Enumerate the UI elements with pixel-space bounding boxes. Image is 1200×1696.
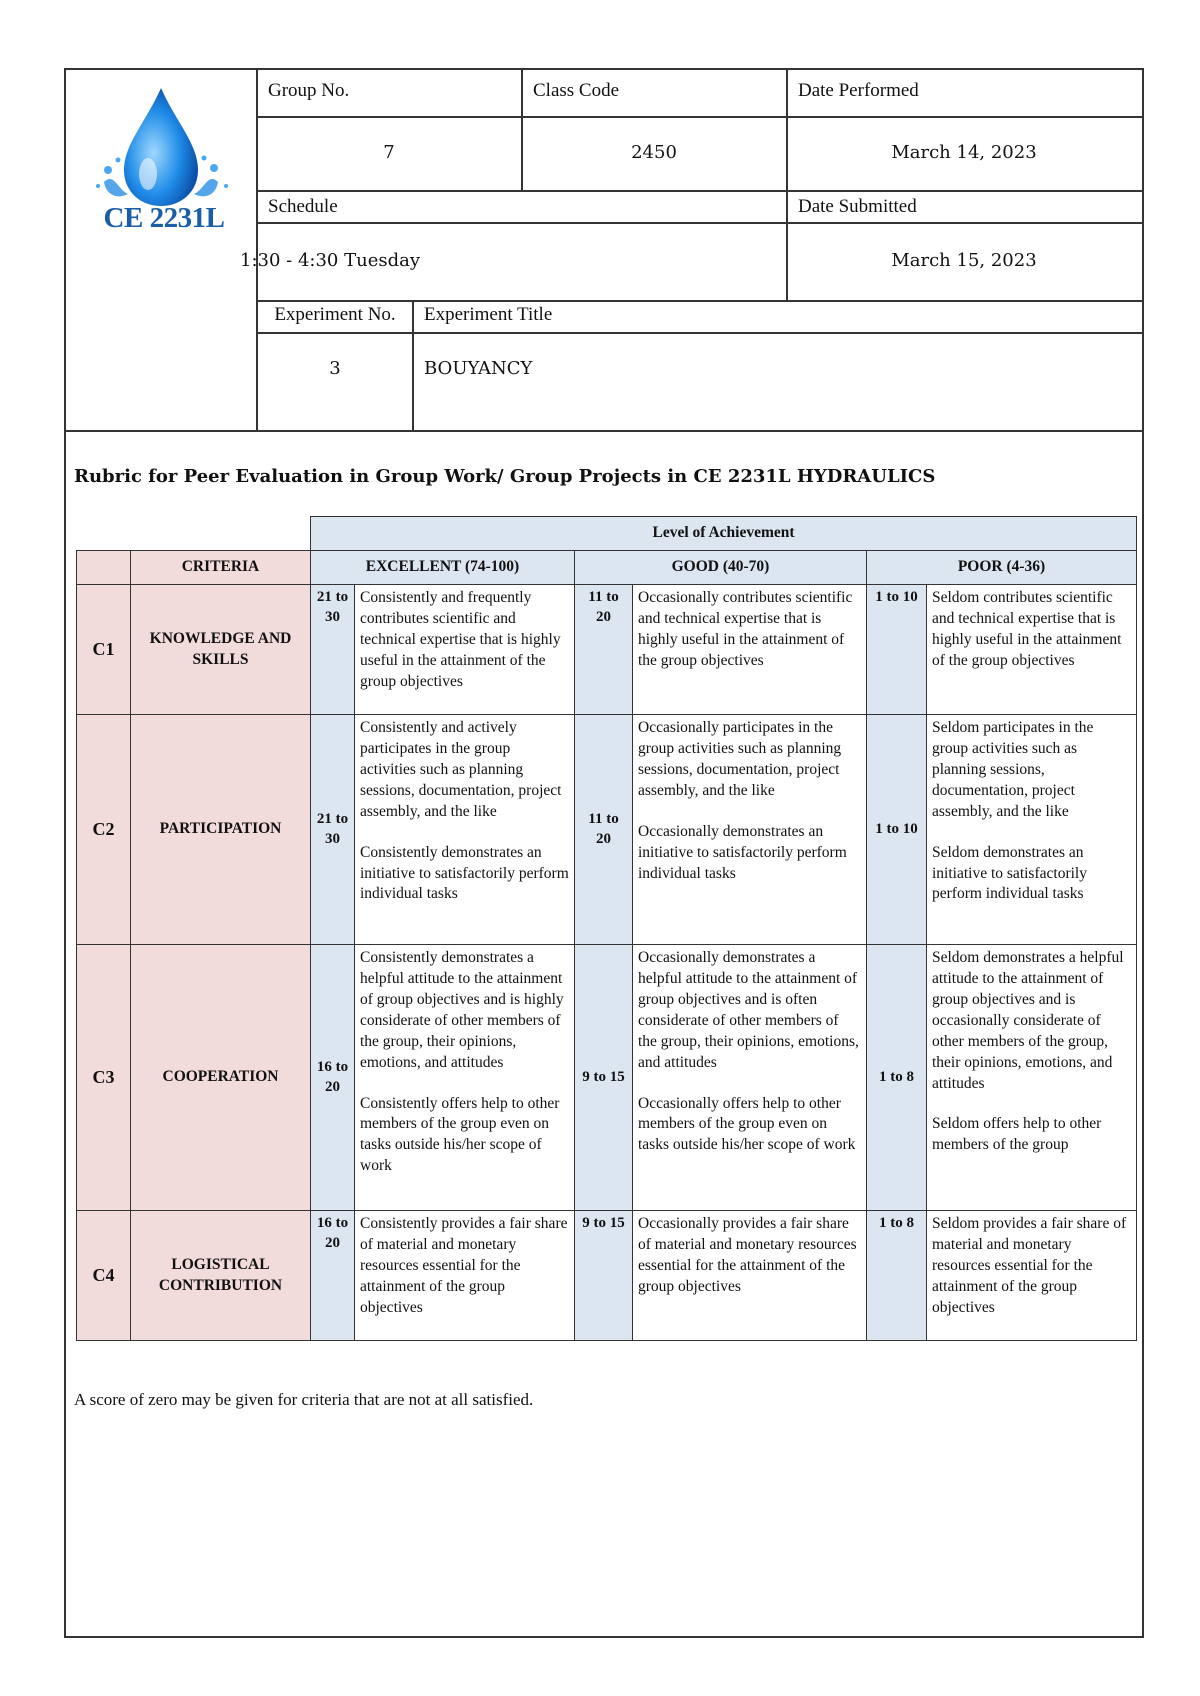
description-paragraph: Occasionally provides a fair share of material and monetary resources essential for the attainment of the group objectives <box>638 1215 857 1295</box>
water-drop-logo-icon <box>86 82 236 212</box>
logo-cell <box>66 70 258 430</box>
poor-header: POOR (4-36) <box>867 551 1137 585</box>
good-description <box>633 715 867 945</box>
group-no-label: Group No. <box>268 80 350 101</box>
description-paragraph: Seldom participates in the group activities such as planning sessions, documentation, project assembly, and the like <box>932 719 1094 820</box>
description-paragraph: Consistently and frequently contributes scientific and technical expertise that is highly useful in the attainment of the group objectives <box>360 589 561 690</box>
schedule-value: 1:30 - 4:30 Tuesday <box>240 250 420 271</box>
criteria-name: KNOWLEDGE AND SKILLS <box>131 585 311 715</box>
date-submitted-label: Date Submitted <box>798 196 917 217</box>
class-code-value: 2450 <box>631 142 677 163</box>
poor-range: 1 to 8 <box>867 945 927 1211</box>
description-paragraph: Seldom provides a fair share of material and monetary resources essential for the attainment of the group objectives <box>932 1215 1127 1316</box>
good-header: GOOD (40-70) <box>575 551 867 585</box>
class-code-label: Class Code <box>533 80 620 101</box>
good-range: 11 to 20 <box>575 715 633 945</box>
description-paragraph: Consistently and actively participates in the group activities such as planning sessions, documentation, project assembly, and the like <box>360 719 562 820</box>
excellent-description <box>355 715 575 945</box>
date-performed-label: Date Performed <box>798 80 919 101</box>
poor-range: 1 to 8 <box>867 1211 927 1341</box>
criteria-code: C2 <box>77 715 131 945</box>
rubric-row <box>77 715 1137 945</box>
good-description <box>633 1211 867 1341</box>
excellent-description <box>355 1211 575 1341</box>
description-paragraph: Consistently demonstrates an initiative to satisfactorily perform individual tasks <box>360 843 569 903</box>
criteria-name: COOPERATION <box>131 945 311 1211</box>
criteria-name: LOGISTICAL CONTRIBUTION <box>131 1211 311 1341</box>
date-performed-value: March 14, 2023 <box>891 142 1037 163</box>
good-range: 9 to 15 <box>575 1211 633 1341</box>
excellent-range: 16 to 20 <box>311 1211 355 1341</box>
course-logo-text: CE 2231L <box>103 202 225 234</box>
description-paragraph: Seldom contributes scientific and technical expertise that is highly useful in the attainment of the group objectives <box>932 589 1122 669</box>
good-description <box>633 585 867 715</box>
experiment-title-value: BOUYANCY <box>424 358 533 379</box>
description-paragraph: Occasionally offers help to other members of the group even on tasks outside his/her scope of work <box>638 1094 856 1154</box>
criteria-code: C4 <box>77 1211 131 1341</box>
poor-range: 1 to 10 <box>867 715 927 945</box>
excellent-range: 21 to 30 <box>311 585 355 715</box>
excellent-header: EXCELLENT (74-100) <box>311 551 575 585</box>
date-submitted-value: March 15, 2023 <box>891 250 1037 271</box>
experiment-title-label: Experiment Title <box>424 304 553 325</box>
excellent-description <box>355 585 575 715</box>
poor-description <box>927 715 1137 945</box>
level-of-achievement-header: Level of Achievement <box>311 517 1137 551</box>
experiment-no-value: 3 <box>329 358 341 379</box>
rubric-row <box>77 585 1137 715</box>
description-paragraph: Occasionally demonstrates a helpful attitude to the attainment of group objectives and is often considerate of other members of the group, their opinions, emotions, and attitudes <box>638 949 859 1071</box>
score-note: A score of zero may be given for criteria that are not at all satisfied. <box>74 1390 534 1409</box>
description-paragraph: Occasionally contributes scientific and technical expertise that is highly useful in the attainment of the group objectives <box>638 589 853 669</box>
rubric-row <box>77 945 1137 1211</box>
schedule-label: Schedule <box>268 196 338 217</box>
experiment-no-label: Experiment No. <box>274 304 396 325</box>
excellent-description <box>355 945 575 1211</box>
description-paragraph: Seldom offers help to other members of the group <box>932 1115 1102 1154</box>
description-paragraph: Consistently demonstrates a helpful attitude to the attainment of group objectives and is highly considerate of other members of the group, their opinions, emotions, and attitudes <box>360 949 564 1071</box>
criteria-name: PARTICIPATION <box>131 715 311 945</box>
excellent-range: 21 to 30 <box>311 715 355 945</box>
description-paragraph: Consistently offers help to other members of the group even on tasks outside his/her scope of work <box>360 1094 560 1175</box>
criteria-code: C3 <box>77 945 131 1211</box>
rubric-table <box>76 516 1137 1341</box>
criteria-header: CRITERIA <box>131 551 311 585</box>
poor-description <box>927 945 1137 1211</box>
excellent-range: 16 to 20 <box>311 945 355 1211</box>
description-paragraph: Seldom demonstrates an initiative to satisfactorily perform individual tasks <box>932 843 1087 903</box>
criteria-code: C1 <box>77 585 131 715</box>
group-no-value: 7 <box>383 142 395 163</box>
poor-range: 1 to 10 <box>867 585 927 715</box>
rubric-title: Rubric for Peer Evaluation in Group Work/ Group Projects in CE 2231L HYDRAULICS <box>74 466 936 487</box>
good-description <box>633 945 867 1211</box>
description-paragraph: Occasionally demonstrates an initiative to satisfactorily perform individual tasks <box>638 822 847 882</box>
description-paragraph: Occasionally participates in the group activities such as planning sessions, documentation, project assembly, and the like <box>638 719 842 799</box>
good-range: 9 to 15 <box>575 945 633 1211</box>
good-range: 11 to 20 <box>575 585 633 715</box>
rubric-row <box>77 1211 1137 1341</box>
document-frame <box>64 68 1144 1638</box>
poor-description <box>927 585 1137 715</box>
report-header <box>66 70 1142 432</box>
description-paragraph: Consistently provides a fair share of material and monetary resources essential for the attainment of the group objectives <box>360 1215 568 1316</box>
poor-description <box>927 1211 1137 1341</box>
description-paragraph: Seldom demonstrates a helpful attitude to the attainment of group objectives and is occasionally considerate of other members of the group, their opinions, emotions, and attitudes <box>932 949 1124 1092</box>
